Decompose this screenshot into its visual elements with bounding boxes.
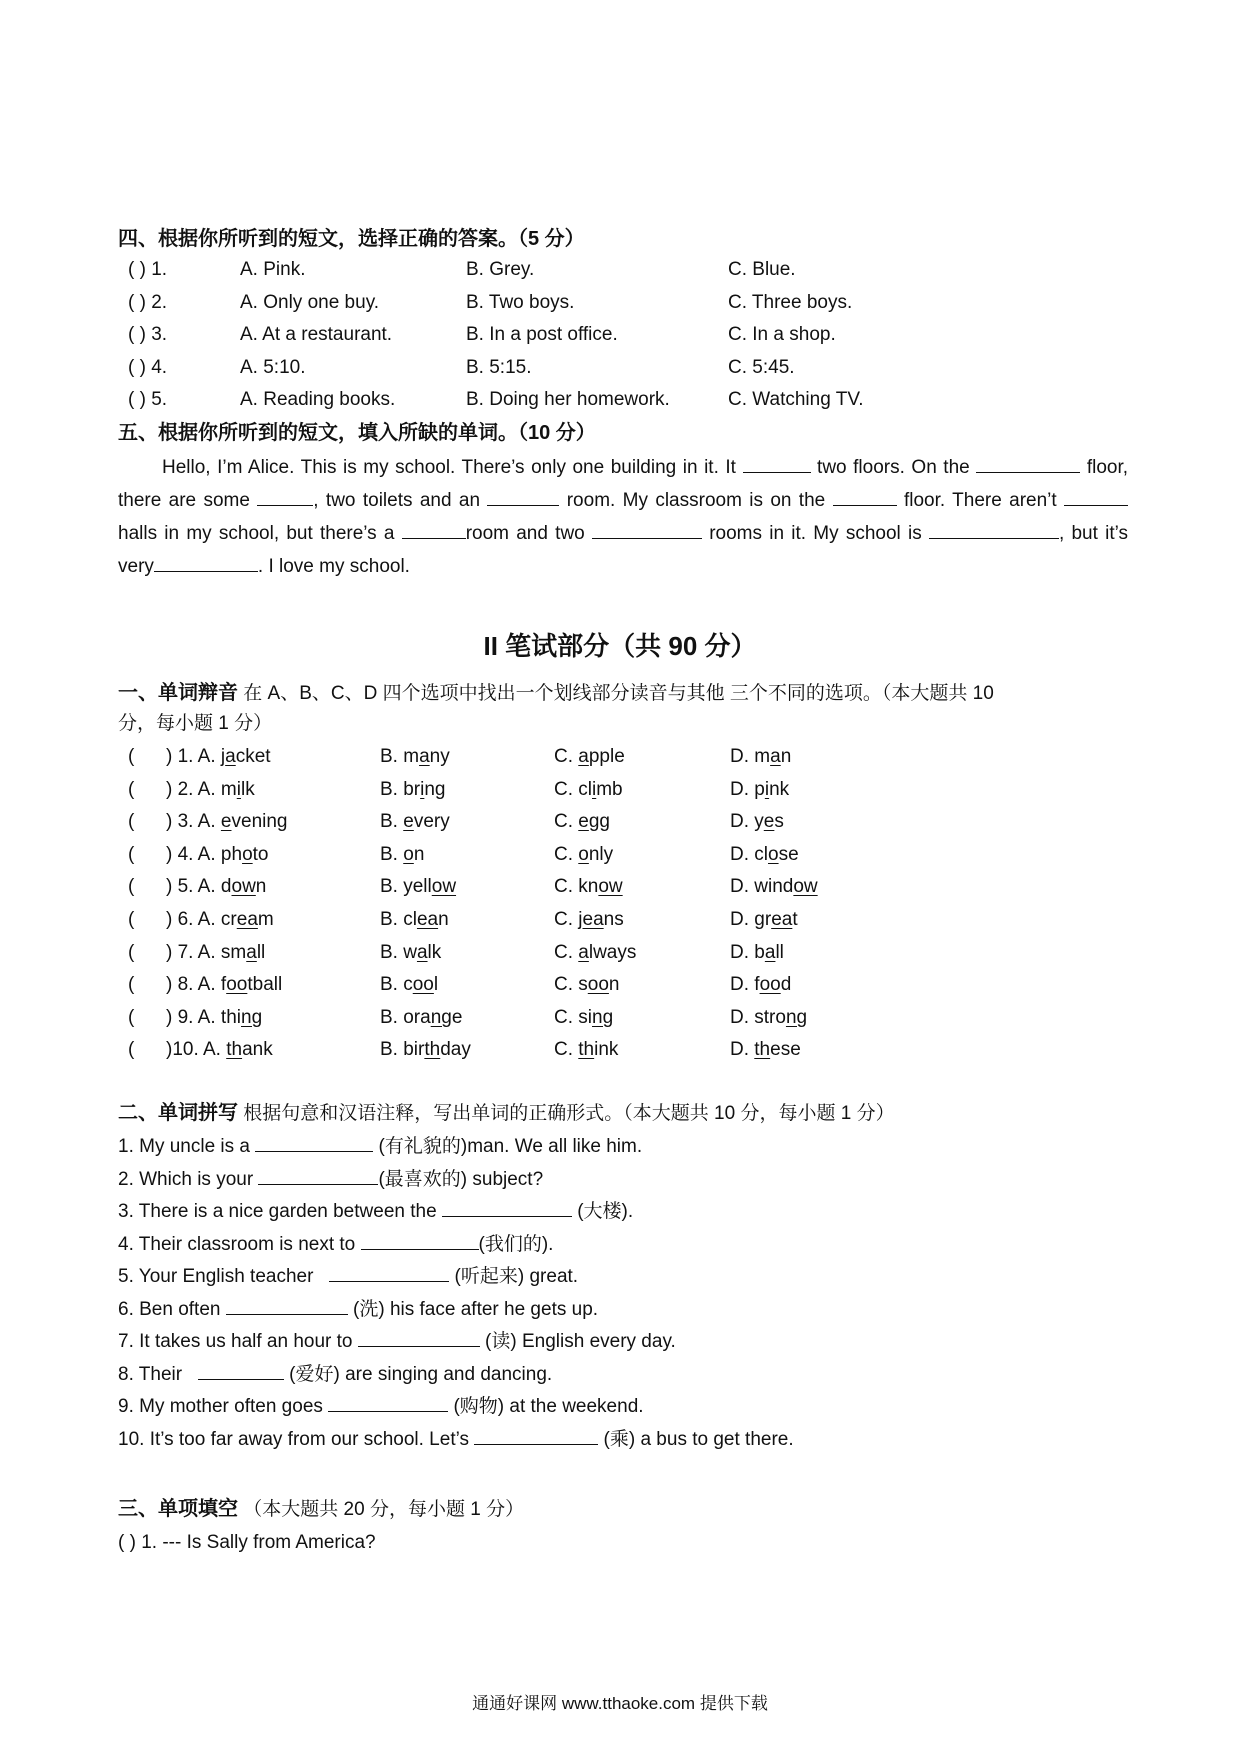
word-option[interactable]: B. birthday [380, 1039, 471, 1061]
question-paren: ( [128, 843, 135, 865]
s2-title: 二、单词拼写 根据句意和汉语注释，写出单词的正确形式。（本大题共 10 分，每小题 1 分） [118, 1102, 895, 1124]
word-option[interactable]: D. window [730, 876, 818, 898]
s1-title: 一、单词辩音 在 A、B、C、D 四个选项中找出一个划线部分读音与其他 三个不同的选项。（本大题共 10 [118, 682, 994, 704]
spelling-question: 9. My mother often goes (购物) at the weekend. [118, 1393, 644, 1420]
word-option[interactable]: )10. A. thank [166, 1039, 273, 1061]
word-option[interactable]: ) 8. A. football [166, 974, 283, 996]
question-paren: ( [128, 876, 135, 898]
answer-blank[interactable] [257, 485, 313, 506]
word-option[interactable]: B. walk [380, 941, 442, 963]
answer-option[interactable]: A. Only one buy. [240, 291, 380, 313]
spelling-question: 10. It’s too far away from our school. Let’s (乘) a bus to get there. [118, 1426, 794, 1453]
word-option[interactable]: D. food [730, 974, 792, 996]
answer-option[interactable]: B. 5:15. [466, 356, 532, 378]
answer-blank[interactable] [929, 518, 1059, 539]
answer-blank[interactable] [487, 485, 559, 506]
part2-title: II 笔试部分（共 90 分） [483, 631, 757, 661]
section5-passage: Hello, I’m Alice. This is my school. There’s only one building in it. It two floors. On the floor, there are some , two toilets and an room. My classroom is on the floor. There aren’t halls in my school, but there’s a room and two rooms in it. My school is , but it’s very . I love my school. [118, 451, 1128, 583]
word-option[interactable]: C. think [554, 1039, 619, 1061]
answer-option[interactable]: A. At a restaurant. [240, 324, 393, 345]
s3-title: 三、单项填空 （本大题共 20 分，每小题 1 分） [118, 1498, 525, 1520]
answer-blank[interactable] [592, 518, 702, 539]
spelling-question: 8. Their (爱好) are singing and dancing. [118, 1361, 552, 1388]
word-option[interactable]: B. clean [380, 909, 449, 930]
word-option[interactable]: C. soon [554, 974, 620, 996]
word-option[interactable]: ) 3. A. evening [166, 811, 288, 833]
answer-blank[interactable] [743, 452, 811, 473]
footer-text: 通通好课网 www.tthaoke.com 提供下载 [472, 1694, 768, 1713]
word-option[interactable]: B. bring [380, 778, 446, 800]
answer-option[interactable]: A. Pink. [240, 259, 306, 280]
answer-blank[interactable] [226, 1296, 348, 1315]
answer-option[interactable]: B. Grey. [466, 259, 535, 280]
answer-option[interactable]: C. Blue. [728, 259, 796, 280]
word-option[interactable]: ) 6. A. cream [166, 909, 274, 930]
question-number: ( ) 5. [128, 389, 168, 410]
word-option[interactable]: C. egg [554, 811, 610, 833]
answer-blank[interactable] [198, 1361, 284, 1380]
section4-title: 四、根据你所听到的短文，选择正确的答案。（5 分） [118, 228, 585, 250]
answer-option[interactable]: A. Reading books. [240, 389, 396, 410]
s3-question-1: ( ) 1. --- Is Sally from America? [118, 1532, 376, 1553]
spelling-question: 2. Which is your (最喜欢的) subject? [118, 1166, 543, 1193]
answer-blank[interactable] [833, 485, 897, 506]
spelling-question: 4. Their classroom is next to (我们的). [118, 1231, 553, 1258]
word-option[interactable]: C. sing [554, 1006, 614, 1028]
answer-blank[interactable] [976, 452, 1080, 473]
word-option[interactable]: B. on [380, 843, 425, 865]
question-paren: ( [128, 778, 135, 800]
question-paren: ( [128, 1006, 135, 1028]
question-paren: ( [128, 746, 135, 767]
question-paren: ( [128, 974, 135, 996]
spelling-question: 7. It takes us half an hour to (读) English every day. [118, 1328, 676, 1355]
question-number: ( ) 2. [128, 291, 168, 313]
answer-option[interactable]: B. In a post office. [466, 324, 618, 345]
word-option[interactable]: D. man [730, 746, 792, 767]
word-option[interactable]: C. know [554, 876, 623, 898]
answer-blank[interactable] [328, 1393, 448, 1412]
word-option[interactable]: ) 9. A. thing [166, 1006, 263, 1028]
s1-title-line2: 分，每小题 1 分） [118, 713, 273, 734]
answer-blank[interactable] [474, 1426, 598, 1445]
word-option[interactable]: D. these [730, 1039, 801, 1061]
question-paren: ( [128, 811, 135, 833]
answer-option[interactable]: C. Three boys. [728, 291, 853, 313]
word-option[interactable]: D. great [730, 909, 798, 930]
answer-blank[interactable] [402, 518, 466, 539]
question-paren: ( [128, 1039, 135, 1061]
word-option[interactable]: B. orange [380, 1006, 463, 1028]
word-option[interactable]: B. yellow [380, 876, 457, 898]
word-option[interactable]: C. climb [554, 778, 623, 800]
answer-option[interactable]: B. Two boys. [466, 291, 575, 313]
word-option[interactable]: D. ball [730, 941, 784, 963]
word-option[interactable]: B. cool [380, 974, 439, 996]
answer-blank[interactable] [329, 1263, 449, 1282]
word-option[interactable]: C. always [554, 941, 637, 963]
answer-option[interactable]: C. 5:45. [728, 356, 795, 378]
word-option[interactable]: ) 4. A. photo [166, 843, 269, 865]
section5-title: 五、根据你所听到的短文，填入所缺的单词。（10 分） [118, 422, 596, 444]
answer-blank[interactable] [258, 1166, 378, 1185]
spelling-question: 1. My uncle is a (有礼貌的)man. We all like him. [118, 1133, 642, 1160]
word-option[interactable]: D. pink [730, 778, 790, 800]
answer-option[interactable]: C. In a shop. [728, 324, 836, 345]
spelling-question: 5. Your English teacher (听起来) great. [118, 1263, 578, 1290]
answer-option[interactable]: C. Watching TV. [728, 389, 864, 410]
question-paren: ( [128, 909, 135, 930]
word-option[interactable]: B. many [380, 746, 450, 767]
word-option[interactable]: ) 1. A. jacket [166, 746, 271, 767]
answer-blank[interactable] [442, 1198, 572, 1217]
spelling-question: 6. Ben often (洗) his face after he gets up. [118, 1296, 598, 1323]
word-option[interactable]: C. jeans [554, 909, 624, 930]
word-option[interactable]: ) 7. A. small [166, 941, 266, 963]
question-paren: ( [128, 941, 135, 963]
word-option[interactable]: B. every [380, 811, 450, 833]
answer-blank[interactable] [358, 1328, 480, 1347]
question-number: ( ) 1. [128, 259, 168, 280]
word-option[interactable]: D. strong [730, 1006, 808, 1028]
word-option[interactable]: ) 5. A. down [166, 876, 267, 898]
answer-option[interactable]: B. Doing her homework. [466, 389, 670, 410]
spelling-question: 3. There is a nice garden between the (大楼). [118, 1198, 633, 1225]
answer-blank[interactable] [255, 1133, 373, 1152]
question-number: ( ) 4. [128, 356, 168, 378]
word-option[interactable]: C. only [554, 843, 614, 865]
question-number: ( ) 3. [128, 324, 168, 345]
word-option[interactable]: D. yes [730, 811, 784, 833]
answer-option[interactable]: A. 5:10. [240, 356, 306, 378]
word-option[interactable]: C. apple [554, 746, 625, 767]
word-option[interactable]: D. close [730, 843, 799, 865]
answer-blank[interactable] [154, 551, 258, 572]
word-option[interactable]: ) 2. A. milk [166, 778, 255, 800]
answer-blank[interactable] [1064, 485, 1128, 506]
answer-blank[interactable] [361, 1231, 479, 1250]
